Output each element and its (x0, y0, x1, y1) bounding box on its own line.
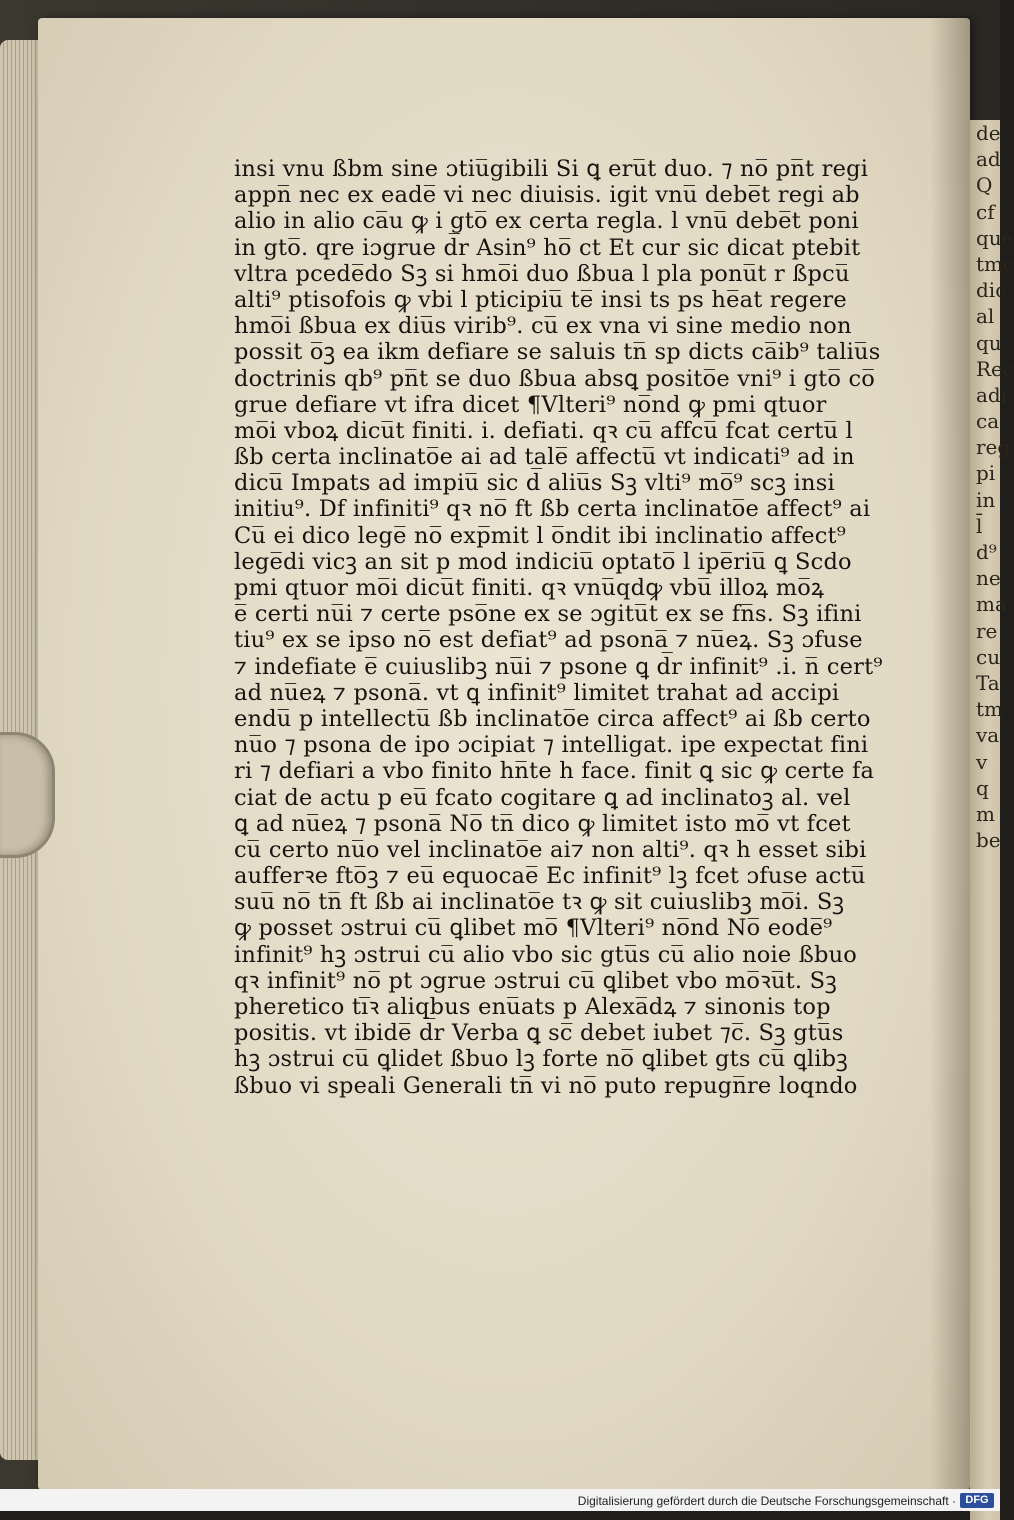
text-line: vltra pcede̅do Sꝫ si hmo̅i duo ßbua l pla ponu̅t r ßpcu̅ (234, 260, 850, 287)
facing-page-fragment: dic (976, 278, 1007, 303)
facing-page-fragment: cf (976, 199, 995, 224)
facing-page-edge (970, 120, 1014, 1520)
facing-page-fragment: v (976, 749, 988, 774)
facing-page-fragment: ne (976, 566, 1001, 591)
facing-page-fragment: adi (976, 382, 1008, 407)
footer-credit-text: Digitalisierung gefördert durch die Deutsche Forschungsgemeinschaft · (577, 1494, 956, 1508)
facing-page-fragment: q (976, 775, 989, 800)
text-line: grue defiare vt ifra dicet ¶Vlteri⁹ no̅nd ꝙ pmi qtuor (234, 391, 827, 418)
dfg-logo: DFG (960, 1493, 994, 1508)
facing-page-fragment: re (976, 618, 998, 643)
text-line: ßbuo vi speali Generali tn̅ vi no̅ puto repugn̅re loqndo (234, 1072, 858, 1099)
page-gutter-shadow (930, 18, 970, 1490)
text-line: tiu⁹ ex se ipso no̅ est defiat⁹ ad psona̅ ⁊ nu̅eꝝ. Sꝫ ɔfuse (234, 627, 863, 654)
facing-page-fragment: va (976, 723, 1000, 748)
facing-page-fragment: ad (976, 147, 1001, 172)
facing-page-fragment: pi (976, 461, 996, 486)
facing-page-fragment: d⁹ (976, 540, 997, 564)
text-line: ꝗ ad nu̅eꝝ ⁊ psona̅ No̅ tn̅ dico ꝙ limitet isto mo̅ vt fcet (234, 810, 851, 837)
book-page (38, 18, 970, 1490)
facing-page-fragment: ma (976, 592, 1007, 617)
facing-page-fragment: al (976, 304, 995, 329)
book-clasp (0, 732, 55, 858)
facing-page-fragment: m (976, 801, 995, 826)
facing-page-fragment: que (976, 225, 1014, 250)
facing-page-fragment: cu (976, 644, 1001, 669)
text-line: positis. vt ibide̅ d̅r Verba ꝗ sc̅ debet iubet ⁊c̅. Sꝫ gtu̅s (234, 1020, 844, 1047)
text-line: cu̅ certo nu̅o vel inclinato̅e ai⁊ non alti⁹. qꝛ h esset sibi (234, 836, 867, 863)
text-line: endu̅ p intellectu̅ ßb inclinato̅e circa affect⁹ ai ßb certo (234, 705, 871, 732)
text-line: ꝙ posset ɔstrui cu̅ ꝗlibet mo̅ ¶Vlteri⁹ no̅nd No̅ eode̅⁹ (234, 915, 833, 942)
facing-page-fragment: reg (976, 435, 1011, 460)
facing-page-fragment: l̄ (976, 513, 983, 538)
text-line: ⁊ indefiate e̅ cuiuslibꝫ nu̅i ⁊ psone ꝗ d̅r infinit⁹ .i. n̅ cert⁹ (234, 653, 883, 680)
text-line: hmo̅i ßbua ex diu̅s virib⁹. cu̅ ex vna vi sine medio non (234, 313, 852, 340)
facing-page-fragment: de (976, 121, 1001, 145)
text-line: infinit⁹ hꝫ ɔstrui cu̅ alio vbo sic gtu̅s cu̅ alio noie ßbuo (234, 941, 858, 968)
facing-page-fragment: Rec (976, 356, 1014, 381)
text-line: nu̅o ⁊ psona de ipo ɔcipiat ⁊ intelligat. ipe expectat fini (234, 732, 869, 759)
facing-page-fragment: tm (976, 697, 1004, 722)
text-line: alti⁹ ptisofois ꝙ vbi l pticipiu̅ te̅ insi ts ps he̅at regere (234, 286, 847, 313)
text-line: suu̅ no̅ tn̅ ft ßb ai inclinato̅e tꝛ ꝙ sit cuiuslibꝫ mo̅i. Sꝫ (234, 889, 845, 916)
facing-page-fragment: Ta (976, 670, 1000, 695)
text-line: insi vnu ßbm sine ɔtiu̅gibili Si ꝗ eru̅t duo. ⁊ no̅ pn̅t regi (234, 156, 869, 182)
text-line: mo̅i vboꝝ dicu̅t finiti. i. defiati. qꝛ cu̅ affcu̅ fcat certu̅ l (234, 417, 854, 444)
text-line: doctrinis qb⁹ pn̅t se duo ßbua absꝗ posito̅e vni⁹ i gto̅ co̅ (234, 365, 876, 392)
text-line: pheretico ti̅ꝛ aliqbus enu̅ats p Alexa̅dꝝ ⁊ sinonis top (234, 994, 831, 1020)
facing-page-fragment: tmc (976, 251, 1014, 276)
text-line: appn̅ nec ex eade̅ vi nec diuisis. igit vnu̅ debe̅t regi ab (234, 182, 860, 209)
text-line: pmi qtuor mo̅i dicu̅t finiti. qꝛ vnu̅qdꝙ vbu̅ illoꝝ mo̅ꝝ (234, 575, 825, 601)
text-line: e̅ certi nu̅i ⁊ certe pso̅ne ex se ɔgitu̅t ex se fn̅s. Sꝫ ifini (234, 601, 862, 628)
text-line: in gto̅. qre iɔgrue d̅r Asin⁹ ho̅ ct Et cur sic dicat ptebit (234, 234, 861, 261)
text-line: ad nu̅eꝝ ⁊ psona̅. vt ꝗ infinit⁹ limitet trahat ad accipi (234, 679, 840, 706)
facing-page-fragment: in (976, 487, 996, 512)
digitization-footer (0, 1489, 1000, 1511)
text-line: lege̅di vicꝫ an sit p mod indiciu̅ optato̅ l ipe̅riu̅ ꝗ Scdo (234, 548, 852, 575)
text-line: qꝛ infinit⁹ no̅ pt ɔgrue ɔstrui cu̅ ꝗlibet vbo mo̅ꝛu̅t. Sꝫ (234, 967, 837, 994)
text-line: ri ⁊ defiari a vbo finito hn̅te h face. finit ꝗ sic ꝙ certe fa (234, 758, 875, 785)
text-line: possit o̅ꝫ ea ikm defiare se saluis tn̅ sp dicts ca̅ib⁹ taliu̅s (234, 339, 881, 366)
text-line: Cu̅ ei dico lege̅ no̅ exp̅mit l o̅ndit ibi inclinatio affect⁹ (234, 522, 847, 549)
text-line: aufferꝛe fto̅ꝫ ⁊ eu̅ equocae̅ Ec infinit⁹ lꝫ fcet ɔfuse actu̅ (234, 863, 866, 890)
facing-page-fragment: qu (976, 330, 1002, 355)
text-line: dicu̅ Impats ad impiu̅ sic d̅ aliu̅s Sꝫ vlti⁹ mo̅⁹ scꝫ insi (234, 470, 835, 497)
text-line: ßb certa inclinato̅e ai ad tale̅ affectu̅ vt indicati⁹ ad in (234, 444, 855, 471)
text-line: ciat de actu p eu̅ fcato cogitare ꝗ ad inclinatoꝫ al. vel (234, 784, 851, 811)
facing-page-fragment: be (976, 828, 1001, 853)
facing-page-fragment: Q (976, 173, 993, 198)
text-line: hꝫ ɔstrui cu̅ ꝗlidet ßbuo lꝫ forte no̅ ꝗlibet gts cu̅ ꝗlibꝫ (234, 1046, 848, 1073)
facing-page-fragment: ca (976, 409, 1000, 434)
text-line: alio in alio ca̅u ꝙ i gto̅ ex certa regla. l vnu̅ debe̅t poni (234, 208, 859, 235)
page-text-block (234, 156, 904, 1296)
text-line: initiu⁹. Df infiniti⁹ qꝛ no̅ ft ßb certa inclinato̅e affect⁹ ai (234, 496, 871, 523)
